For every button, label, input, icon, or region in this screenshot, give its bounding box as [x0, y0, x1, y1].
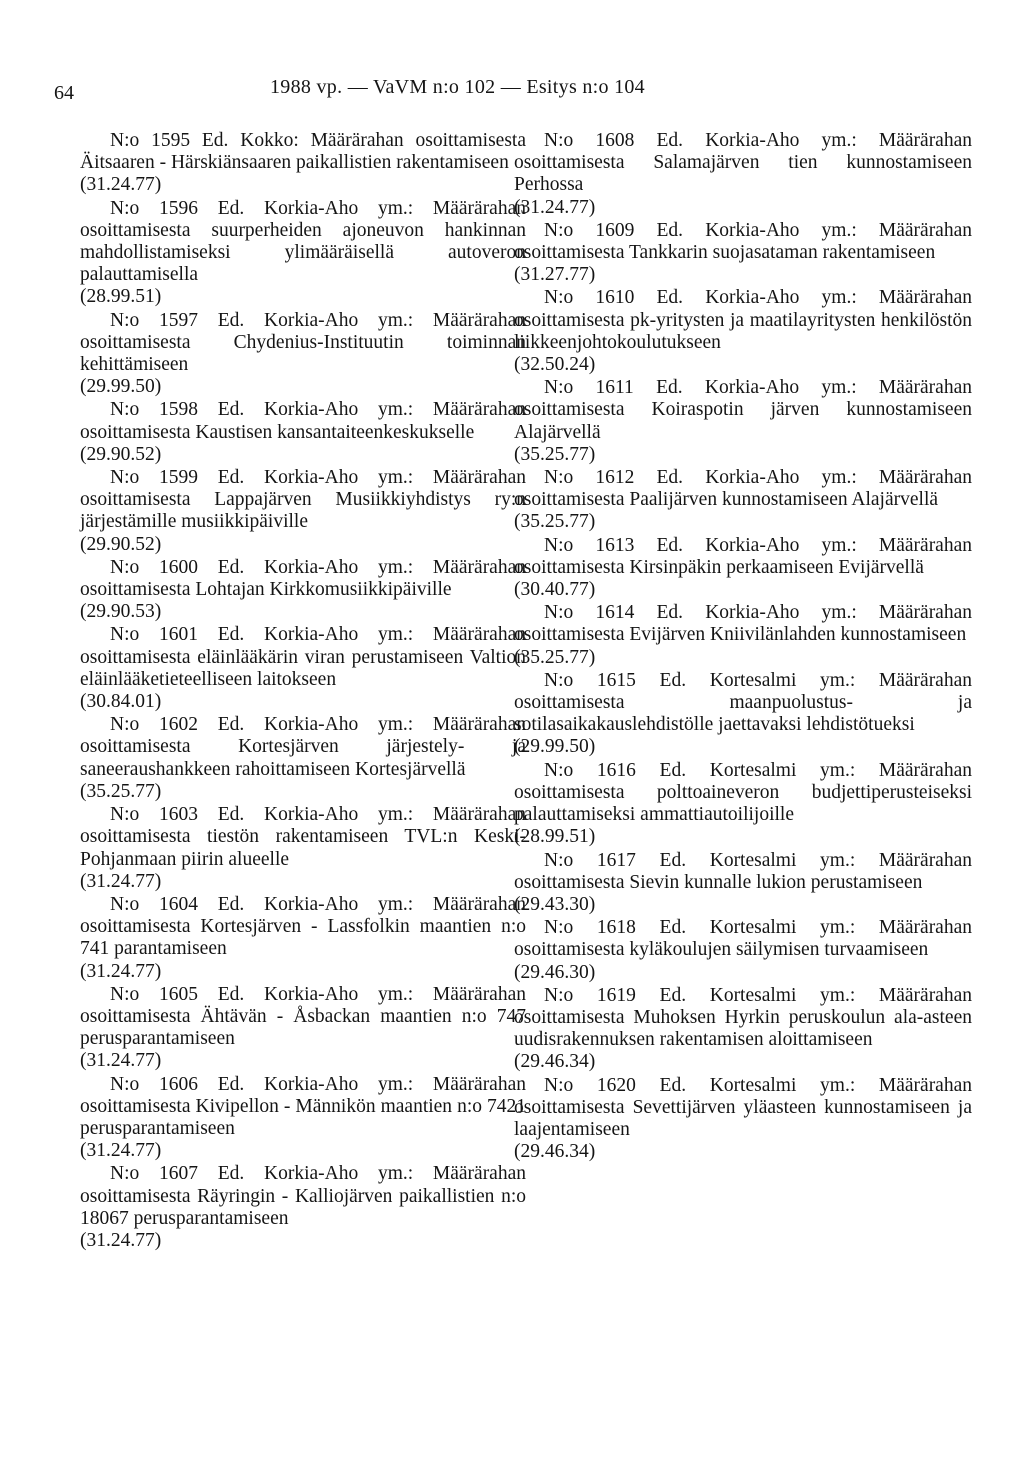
motion-text: N:o 1606 Ed. Korkia-Aho ym.: Määrärahan osoittamisesta Kivipellon - Männikön maantien n:o 7421 perusparantamiseen [80, 1073, 526, 1139]
motion-text: N:o 1603 Ed. Korkia-Aho ym.: Määrärahan osoittamisesta tiestön rakentamiseen TVL:n Keski-Pohjanmaan piirin alueelle [80, 804, 526, 870]
motion-entry [514, 917, 972, 984]
motion-text: N:o 1601 Ed. Korkia-Aho ym.: Määrärahan osoittamisesta eläinlääkärin viran perustamiseen Valtion eläinlääketieteelliseen laitokseen [80, 624, 526, 690]
motion-text: N:o 1616 Ed. Kortesalmi ym.: Määrärahan osoittamisesta polttoaineveron budjettiperusteiseksi palauttamiseksi ammattiautoilijoille [514, 759, 972, 826]
budget-reference: (35.25.77) [514, 511, 596, 533]
budget-reference: (31.24.77) [514, 196, 596, 218]
budget-reference: (31.24.77) [80, 960, 162, 982]
budget-reference: (29.46.34) [514, 1141, 596, 1163]
running-head: 1988 vp. — VaVM n:o 102 — Esitys n:o 104 [270, 76, 645, 98]
budget-reference: (31.27.77) [514, 264, 596, 286]
motion-text: N:o 1619 Ed. Kortesalmi ym.: Määrärahan osoittamisesta Muhoksen Hyrkin peruskoulun ala-asteen uudisrakennuksen rakentamisen aloittamiseen [514, 984, 972, 1051]
budget-reference: (31.24.77) [80, 1050, 162, 1072]
motion-entry [514, 1075, 972, 1164]
budget-reference: (35.25.77) [514, 646, 596, 668]
page-number: 64 [54, 82, 74, 104]
motion-text: N:o 1600 Ed. Korkia-Aho ym.: Määrärahan osoittamisesta Lohtajan Kirkkomusiikkipäiville [80, 556, 526, 601]
motion-entry [80, 624, 526, 713]
left-column [80, 130, 526, 1252]
motion-entry [80, 714, 526, 803]
budget-reference: (29.43.30) [514, 893, 596, 915]
motion-text: N:o 1610 Ed. Korkia-Aho ym.: Määrärahan osoittamisesta pk-yritysten ja maatilayritysten henkilöstön liikkeenjohtokoulutukseen [514, 287, 972, 353]
budget-reference: (31.24.77) [80, 1140, 162, 1162]
budget-reference: (29.46.30) [514, 961, 596, 983]
budget-reference: (32.50.24) [514, 354, 596, 376]
motion-entry [80, 399, 526, 466]
budget-reference: (35.25.77) [514, 443, 596, 465]
motion-entry [80, 1074, 526, 1163]
budget-reference: (28.99.51) [80, 286, 162, 308]
motion-entry [80, 310, 526, 399]
page-header [50, 74, 974, 104]
motion-text: N:o 1612 Ed. Korkia-Aho ym.: Määrärahan osoittamisesta Paalijärven kunnostamiseen Alajärvellä [514, 467, 972, 511]
motion-text: N:o 1597 Ed. Korkia-Aho ym.: Määrärahan osoittamisesta Chydenius-Instituutin toiminnan kehittämiseen [80, 309, 526, 376]
motion-text: N:o 1620 Ed. Kortesalmi ym.: Määrärahan osoittamisesta Sevettijärven yläasteen kunnostamiseen ja laajentamiseen [514, 1074, 972, 1140]
motion-entry [80, 984, 526, 1073]
motion-text: N:o 1608 Ed. Korkia-Aho ym.: Määrärahan osoittamisesta Salamajärven tien kunnostamiseen Perhossa [514, 130, 972, 196]
right-column [514, 130, 972, 1163]
budget-reference: (31.24.77) [80, 174, 162, 196]
motion-entry [80, 130, 526, 197]
motion-entry [80, 894, 526, 983]
motion-text: N:o 1598 Ed. Korkia-Aho ym.: Määrärahan osoittamisesta Kaustisen kansantaiteenkeskukselle [80, 399, 526, 443]
motion-text: N:o 1604 Ed. Korkia-Aho ym.: Määrärahan osoittamisesta Kortesjärven - Lassfolkin maantien n:o 741 parantamiseen [80, 893, 526, 960]
motion-entry [80, 557, 526, 624]
motion-entry [514, 467, 972, 534]
budget-reference: (29.99.50) [514, 736, 596, 758]
motion-text: N:o 1605 Ed. Korkia-Aho ym.: Määrärahan osoittamisesta Ähtävän - Åsbackan maantien n:o 747 perusparantamiseen [80, 983, 526, 1050]
motion-entry [514, 220, 972, 287]
budget-reference: (35.25.77) [80, 780, 162, 802]
motion-entry [514, 985, 972, 1074]
budget-reference: (29.46.34) [514, 1051, 596, 1073]
motion-entry [80, 467, 526, 556]
budget-reference: (30.84.01) [80, 691, 162, 713]
budget-reference: (29.90.52) [80, 533, 162, 555]
motion-entry [80, 1163, 526, 1252]
motion-text: N:o 1615 Ed. Kortesalmi ym.: Määrärahan osoittamisesta maanpuolustus- ja sotilasaikakauslehdistölle jaettavaksi lehdistötueksi [514, 669, 972, 736]
budget-reference: (29.99.50) [80, 376, 162, 398]
motion-text: N:o 1618 Ed. Kortesalmi ym.: Määrärahan osoittamisesta kyläkoulujen säilymisen turvaamiseen [514, 917, 972, 961]
motion-text: N:o 1595 Ed. Kokko: Määrärahan osoittamisesta Äitsaaren - Härskiänsaaren paikallistien rakentamiseen [80, 130, 526, 174]
motion-text: N:o 1613 Ed. Korkia-Aho ym.: Määrärahan osoittamisesta Kirsinpäkin perkaamiseen Evijärvellä [514, 534, 972, 578]
motion-text: N:o 1617 Ed. Kortesalmi ym.: Määrärahan osoittamisesta Sievin kunnalle lukion perustamiseen [514, 849, 972, 893]
motion-text: N:o 1611 Ed. Korkia-Aho ym.: Määrärahan osoittamisesta Koiraspotin järven kunnostamiseen Alajärvellä [514, 377, 972, 443]
motion-text: N:o 1599 Ed. Korkia-Aho ym.: Määrärahan osoittamisesta Lappajärven Musiikkiyhdistys ry:n järjestämille musiikkipäiville [80, 467, 526, 533]
motion-text: N:o 1614 Ed. Korkia-Aho ym.: Määrärahan osoittamisesta Evijärven Kniivilänlahden kunnostamiseen [514, 602, 972, 646]
motion-text: N:o 1609 Ed. Korkia-Aho ym.: Määrärahan osoittamisesta Tankkarin suojasataman rakentamiseen [514, 219, 972, 264]
motion-entry [514, 535, 972, 602]
motion-entry [514, 602, 972, 669]
motion-text: N:o 1602 Ed. Korkia-Aho ym.: Määrärahan osoittamisesta Kortesjärven järjestely- ja saneeraushankkeen rahoittamiseen Kortesjärvellä [80, 714, 526, 780]
budget-reference: (29.90.53) [80, 601, 162, 623]
motion-entry [514, 850, 972, 917]
budget-reference: (30.40.77) [514, 579, 596, 601]
budget-reference: (31.24.77) [80, 1229, 162, 1251]
motion-entry [514, 377, 972, 466]
budget-reference: (28.99.51) [514, 826, 596, 848]
budget-reference: (31.24.77) [80, 870, 162, 892]
motion-entry [514, 130, 972, 219]
motion-text: N:o 1596 Ed. Korkia-Aho ym.: Määrärahan osoittamisesta suurperheiden ajoneuvon hankinnan mahdollistamiseksi ylimääräisellä autoveron palauttamisella [80, 197, 526, 286]
motion-entry [514, 670, 972, 759]
motion-entry [514, 760, 972, 849]
motion-text: N:o 1607 Ed. Korkia-Aho ym.: Määrärahan osoittamisesta Räyringin - Kalliojärven paikallistien n:o 18067 perusparantamiseen [80, 1163, 526, 1229]
motion-entry [80, 198, 526, 309]
budget-reference: (29.90.52) [80, 443, 162, 465]
motion-entry [80, 804, 526, 893]
motion-entry [514, 287, 972, 376]
